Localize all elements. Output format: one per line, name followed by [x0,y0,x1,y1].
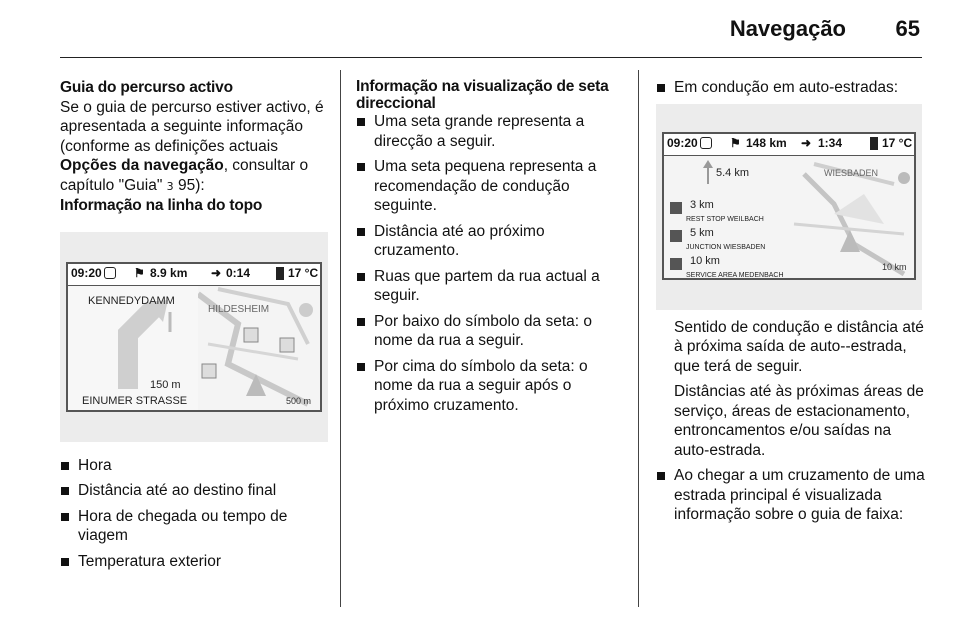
column-2 [356,78,628,421]
distance-flag-icon: ⚑ [134,266,145,281]
arrow-display-info-list [356,112,628,415]
list-item: Distância até ao próximo cruzamento. [356,222,628,261]
list-item: Hora de chegada ou tempo de viagem [60,507,328,546]
page-number: 65 [895,16,920,41]
poi-name-2: JUNCTION WIESBADEN [686,243,766,251]
map-town-label: WIESBADEN [824,167,879,178]
list-item: Uma seta grande representa a direcção a seguir. [356,112,628,151]
list-item: Por baixo do símbolo da seta: o nome da rua a seguir. [356,312,628,351]
next-exit-distance: 5.4 km [716,166,750,179]
poi-name-1: REST STOP WEILBACH [686,215,764,223]
list-item: Em condução em auto-estradas: [656,78,928,98]
section-heading-arrow-display: Informação na visualização de seta direccional [356,78,609,112]
top-line-info-list [60,456,328,572]
column-1 [60,78,328,577]
poi-distance-1: 3 km [690,198,714,211]
list-item: Distância até ao destino final [60,481,328,501]
junction-list [656,466,928,525]
column-divider-1 [340,70,341,607]
column-divider-2 [638,70,639,607]
paragraph: Sentido de condução e distância até à próxima saída de auto--estrada, que terá de seguir. [674,318,924,375]
list-item: Ruas que partem da rua actual a seguir. [356,267,628,306]
intro-paragraph: Se o guia de percurso estiver activo, é apresentada a seguinte informação (conforme as definições actuais Opções da navegação, consultar o capítulo "Guia" 3 95): [60,98,324,194]
temperature-readout: 17 °C [288,266,319,281]
map-scale: 10 km [882,261,907,272]
section-heading-top-line: Informação na linha do topo [60,197,263,214]
distance-flag-icon: ⚑ [730,136,741,151]
arrival-arrow-icon: ➜ [801,136,812,151]
nav-screen-image-1 [60,232,328,442]
map-drawing [68,264,320,410]
distance-readout: 8.9 km [150,266,188,281]
list-item: Hora [60,456,328,476]
list-item: Uma seta pequena representa a recomendação de condução seguinte. [356,157,628,216]
poi-distance-3: 10 km [690,254,720,267]
poi-name-3: SERVICE AREA MEDENBACH [686,271,784,279]
map-town-label: HILDESHEIM [208,303,270,315]
list-item: Por cima do símbolo da seta: o nome da rua a seguir após o próximo cruzamento. [356,357,628,416]
arrival-readout: 1:34 [818,136,843,151]
paragraph: Distâncias até às próximas áreas de serviço, áreas de estacionamento, entroncamentos e/ou saídas na auto-estrada. [674,383,924,459]
turn-distance: 150 m [150,378,181,391]
motorway-explanation [656,318,928,461]
column-3 [656,78,928,531]
street-name-bottom: EINUMER STRASSE [82,394,188,407]
distance-readout: 148 km [746,136,787,151]
temperature-readout: 17 °C [882,136,913,151]
time-readout: 09:20 [71,266,102,281]
arrival-readout: 0:14 [226,266,251,281]
nav-screen-image-2 [656,104,922,310]
reference-arrow-icon: 3 [166,179,174,193]
page-title: Navegação [729,16,846,41]
street-name-top: KENNEDYDAMM [88,294,175,307]
motorway-list [656,78,928,98]
time-readout: 09:20 [667,136,698,151]
section-heading-active-guidance: Guia do percurso activo [60,79,233,96]
poi-distance-2: 5 km [690,226,714,239]
page-header [60,0,922,58]
arrival-arrow-icon: ➜ [211,266,222,281]
list-item: Ao chegar a um cruzamento de uma estrada principal é visualizada informação sobre o guia de faixa: [656,466,928,525]
map-scale: 500 m [286,395,312,406]
list-item: Temperatura exterior [60,552,328,572]
navigation-options-term: Opções da navegação [60,157,224,174]
